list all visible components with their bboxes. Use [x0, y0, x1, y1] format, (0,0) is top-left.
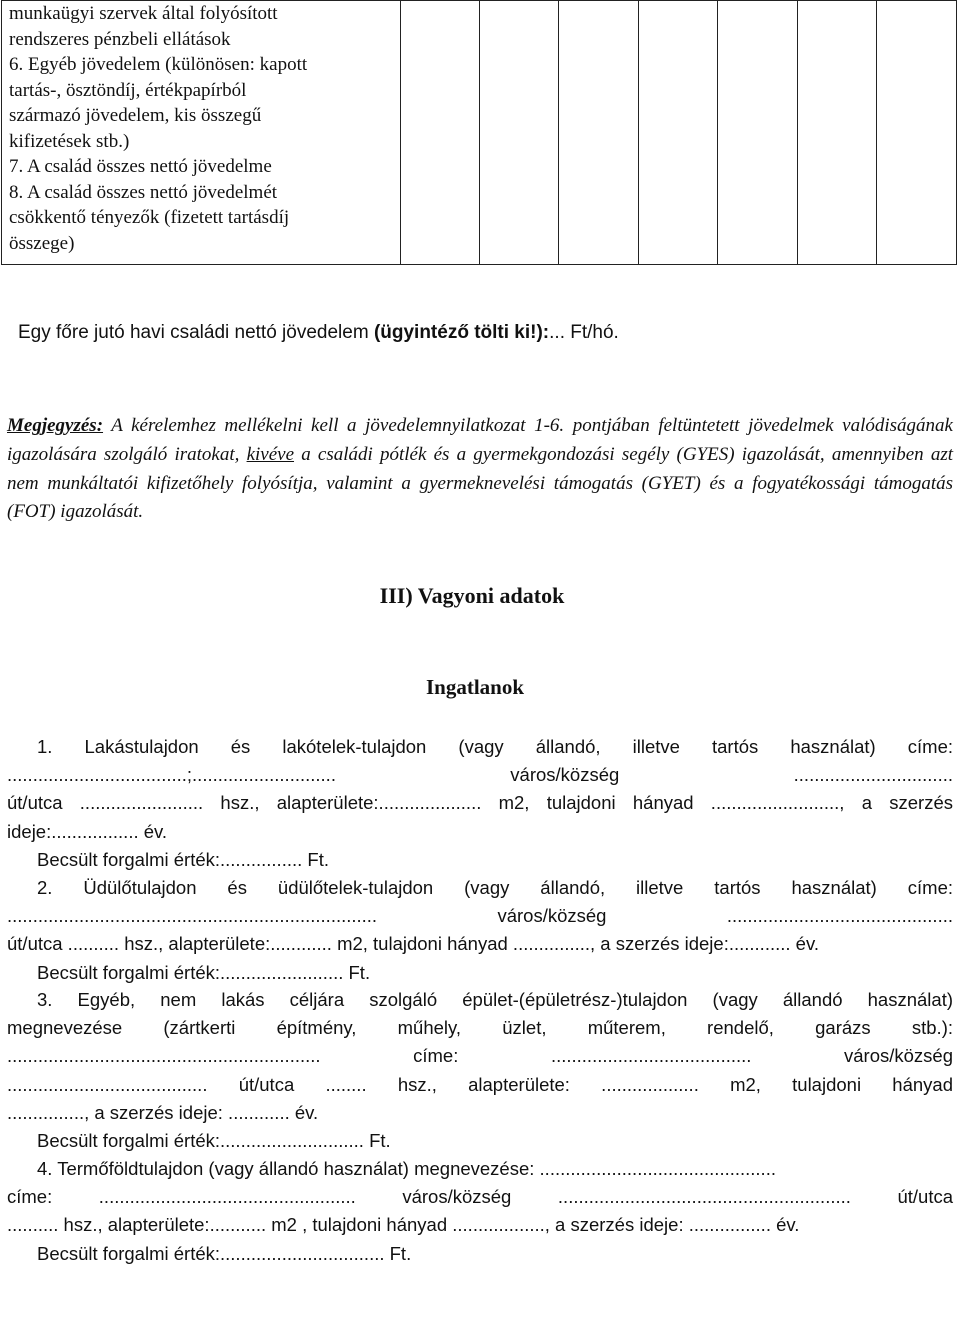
per-capita-label: Egy főre jutó havi családi nettó jövedelem [18, 322, 374, 343]
income-label-line: kifizetések stb.) [9, 130, 130, 152]
income-label-line: rendszeres pénzbeli ellátások [9, 28, 231, 50]
property-line[interactable]: 4. Termőföldtulajdon (vagy állandó használat) megnevezése: .............................................. [37, 1158, 776, 1179]
property-line[interactable]: ....................................... út/utca ........ hsz., alapterülete: ................... m2, tulajdoni hányad [7, 1073, 953, 1095]
section-title: III) Vagyoni adatok [379, 583, 565, 608]
property-line[interactable]: ........................................................................ város/község ............................................ [7, 905, 953, 927]
income-label-line: tartás-, ösztöndíj, értékpapírból [9, 79, 247, 101]
subsection-title: Ingatlanok [425, 675, 525, 699]
note-underlined-word: kivéve [246, 443, 295, 465]
income-value-cell[interactable] [877, 1, 957, 265]
income-label-line: 8. A család összes nettó jövedelmét [9, 181, 278, 203]
income-label-cell [2, 1, 401, 265]
property-value-line[interactable]: Becsült forgalmi érték:............................ Ft. [37, 1130, 391, 1152]
property-line: 2. Üdülőtulajdon és üdülőtelek-tulajdon (vagy állandó, illetve tartós használat) címe: [37, 877, 953, 898]
property-line[interactable]: út/utca ........................ hsz., alapterülete:.................... m2, tulajdoni hányad ........................., a szerzés [7, 792, 953, 814]
income-value-cell[interactable] [718, 1, 797, 265]
property-line: 1. Lakástulajdon és lakótelek-tulajdon (vagy állandó, illetve tartós használat) címe: [37, 736, 953, 757]
table-row [2, 1, 957, 265]
income-value-cell[interactable] [480, 1, 559, 265]
property-line[interactable]: ..............., a szerzés ideje: ............ év. [7, 1101, 319, 1123]
property-item-other-building [7, 986, 953, 1155]
per-capita-amount-field[interactable]: ... Ft/hó. [549, 322, 619, 343]
income-label-line: származó jövedelem, kis összegű [9, 105, 262, 126]
income-value-cell[interactable] [559, 1, 638, 265]
income-label-line: összege) [9, 232, 75, 254]
income-table [1, 0, 957, 265]
property-line[interactable]: címe: .................................................. város/község ......................................................... út/utca [7, 1186, 953, 1208]
income-label-line: munkaügyi szervek által folyósított [9, 3, 278, 24]
income-value-cell[interactable] [638, 1, 717, 265]
note-text-part: A kérelemhez mellékelni kell a jövedelemnyilatkozat 1-6. pontjában feltüntetett jövedelmek valódiságának igazolására szolgáló iratokat, [7, 415, 953, 465]
note-paragraph [7, 412, 953, 527]
property-line[interactable]: ............................................................. címe: ....................................... város/község [7, 1045, 953, 1067]
income-label-line: 7. A család összes nettó jövedelme [9, 156, 272, 177]
property-value-line[interactable]: Becsült forgalmi érték:........................ Ft. [37, 961, 371, 983]
income-value-cell[interactable] [797, 1, 876, 265]
property-line: 3. Egyéb, nem lakás céljára szolgáló épület-(épületrész-)tulajdon (vagy állandó használat) [37, 989, 953, 1010]
note-text-part: a családi pótlék és a gyermekgondozási segély (GYES) igazolását, amennyiben azt nem munkáltatói kifizetőhely folyósítja, valamint a gyermeknevelési támogatás (GYET) és a fogyatékossági támogatás (FOT) igazolását. [7, 443, 953, 523]
property-line: megnevezése (zártkerti építmény, műhely, üzlet, műterem, rendelő, garázs stb.): [7, 1017, 953, 1039]
property-item-farmland [7, 1155, 953, 1268]
income-value-cell[interactable] [400, 1, 479, 265]
property-line[interactable]: út/utca .......... hsz., alapterülete:............ m2, tulajdoni hányad ..............., a szerzés ideje:............ év. [7, 933, 819, 955]
property-value-line[interactable]: Becsült forgalmi érték:................ Ft. [37, 848, 329, 870]
property-line[interactable]: ideje:................. év. [7, 820, 168, 842]
property-line[interactable]: .......... hsz., alapterülete:........... m2 , tulajdoni hányad .................., a szerzés ideje: ................ év. [7, 1214, 800, 1236]
income-label-line: 6. Egyéb jövedelem (különösen: kapott [9, 54, 308, 75]
income-label-line: csökkentő tényezők (fizetett tartásdíj [9, 207, 290, 228]
per-capita-admin-note: (ügyintéző tölti ki!): [373, 322, 550, 343]
property-value-line[interactable]: Becsült forgalmi érték:................................ Ft. [37, 1242, 412, 1264]
note-label: Megjegyzés: [7, 415, 104, 436]
property-line[interactable]: ...................................;............................ város/község ............................... [7, 764, 953, 786]
per-capita-income-line [18, 322, 948, 344]
property-item-holiday-home [7, 874, 953, 987]
property-item-apartment [7, 733, 953, 874]
